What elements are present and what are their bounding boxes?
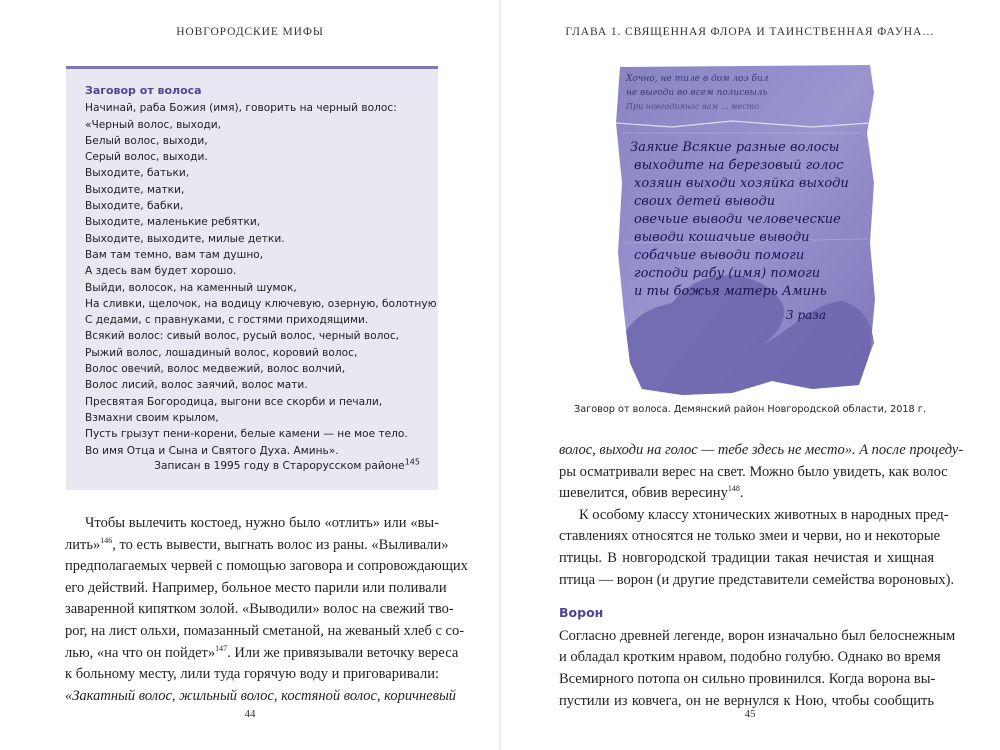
running-head-left: НОВГОРОДСКИЕ МИФЫ (176, 26, 324, 38)
text-line: и обладал кротким нравом, подобно голубю. Однако во время (559, 649, 941, 666)
text-line (559, 483, 934, 505)
text-line: его действий. Например, больное место парили или поливали (65, 579, 447, 596)
text-fragment: . (739, 485, 744, 502)
running-head-right: ГЛАВА 1. СВЯЩЕННАЯ ФЛОРА И ТАИНСТВЕННАЯ ФАУНА… (565, 26, 935, 38)
text-line: рог, на лист ольхи, помазанный сметаной, на жеваный хлеб с со- (65, 622, 465, 639)
charm-source-text: Записан в 1995 году в Старорусском районе (154, 459, 405, 472)
text-line: Чтобы вылечить костоед, нужно было «отлить» или «вы- (85, 515, 439, 531)
left-body-text (65, 513, 468, 707)
handwriting-line: собачьие выводи помоги (634, 248, 805, 263)
handwriting-line: господи рабу (имя) помоги (634, 266, 821, 281)
charm-line: Выходите, маленькие ребятки, (85, 216, 261, 229)
charm-line: Рыжий волос, лошадиный волос, коровий волос, (85, 346, 358, 359)
charm-line: Начинай, раба Божия (имя), говорить на черный волос: (85, 102, 397, 115)
handwriting-line: не выгоди во всем полисвыль (626, 88, 768, 98)
charm-title: Заговор от волоса (85, 84, 202, 97)
text-fragment: . Или же привязывали веточку вереса (227, 644, 459, 661)
text-line: птица — ворон (и другие представители семейства вороновых). (559, 571, 955, 588)
charm-line: Волос овечий, волос медвежий, волос волчий, (85, 363, 346, 376)
footnote-ref[interactable]: 146 (100, 535, 113, 545)
text-line: Согласно древней легенде, ворон изначально был белоснежным (559, 627, 956, 644)
handwriting-line: хозяин выходи хозяйка выходи (634, 176, 849, 191)
charm-line: А здесь вам будет хорошо. (85, 265, 237, 278)
text-line: предполагаемых червей с помощью заговора и сопровождающих (65, 558, 468, 575)
section-heading: Ворон (559, 605, 604, 621)
charm-line: Всякий волос: сивый волос, русый волос, черный волос, (85, 330, 400, 343)
text-line: птицы. В новгородской традиции такая нечистая и хищная (559, 549, 934, 566)
handwriting-line: Хочно, не тиле в дом лоэ бил (626, 74, 769, 84)
charm-line: С дедами, с правнуками, с гостями приходящими. (85, 314, 369, 327)
text-fragment: шевелится, обвив вересину (559, 485, 728, 502)
page-number-left: 44 (244, 708, 256, 720)
charm-line: Выходите, матки, (85, 183, 185, 196)
charm-source (154, 458, 420, 474)
handwritten-note-photo (612, 63, 878, 398)
charm-line: Пресвятая Богородица, выгони все скорби и печали, (85, 395, 383, 408)
text-line: ры осматривали верес на свет. Можно было увидеть, как волос (559, 463, 948, 480)
footnote-ref[interactable]: 148 (727, 484, 740, 494)
handwriting-line: и ты божья матерь Аминь (634, 284, 827, 299)
charm-line: На сливки, щелочок, на водицу ключевую, озерную, болотную (85, 297, 437, 310)
text-line (65, 535, 449, 557)
charm-line: Выйди, волосок, на каменный шумок, (85, 281, 297, 294)
handwriting-line: овечьие выводи человеческие (634, 212, 841, 227)
charm-line: Во имя Отца и Сына и Святого Духа. Аминь». (85, 444, 339, 457)
handwriting-line: выходите на березовый голос (634, 158, 844, 173)
footnote-ref[interactable]: 145 (404, 457, 420, 467)
charm-line: Волос лисий, волос заячий, волос мати. (85, 379, 308, 392)
text-line: «Закатный волос, жильный волос, костяной волос, коричневый (65, 687, 457, 704)
text-line: к больному месту, лили туда горячую воду и приговаривали: (65, 666, 439, 683)
photo-caption: Заговор от волоса. Демянский район Новгородской области, 2018 г. (574, 404, 926, 415)
charm-line: «Черный волос, выходи, (85, 118, 222, 131)
handwriting-line: своих детей выводи (634, 194, 776, 209)
footnote-ref[interactable]: 147 (215, 643, 228, 653)
charm-line: Серый волос, выходи. (85, 151, 208, 164)
right-body-text (559, 440, 964, 712)
handwriting-line: При новгодиянос вам ... место (626, 102, 760, 111)
charm-line: Вам там темно, вам там душно, (85, 248, 264, 261)
text-fragment: лить» (65, 536, 101, 553)
charm-line: Выходите, батьки, (85, 167, 190, 180)
charm-line: Взмахни своим крылом, (85, 411, 219, 424)
text-fragment: , то есть вывести, выгнать волос из раны. «Выливали» (112, 536, 449, 553)
text-line: заваренной кипятком золой. «Выводили» волос на свежий тво- (65, 601, 454, 618)
text-line: К особому классу хтонических животных в народных пред- (579, 506, 949, 523)
charm-line: Выходите, бабки, (85, 200, 184, 213)
handwriting-line: 3 раза (786, 308, 826, 322)
charm-line: Пусть грызут пени-корени, белые камени — не мое тело. (85, 428, 408, 441)
text-line: ставлениях относятся не только змеи и черви, но и некоторые (559, 528, 941, 545)
text-line: Всемирного потопа он сильно провинился. Когда ворона вы- (559, 670, 936, 687)
text-line: волос, выходи на голос — тебе здесь не место». А после процеду- (559, 442, 964, 458)
charm-box (66, 66, 438, 490)
charm-line: Выходите, выходите, милые детки. (85, 232, 285, 245)
text-line: пустили из ковчега, он не вернулся к Ною, чтобы сообщить (559, 692, 934, 709)
charm-line: Белый волос, выходи, (85, 134, 208, 147)
text-fragment: лью, «на что он пойдет» (65, 644, 216, 661)
page-number-right: 45 (744, 708, 756, 720)
text-line (65, 643, 459, 665)
charm-lines (85, 100, 438, 459)
handwriting-line: выводи кошачьие выводи (634, 230, 810, 245)
handwriting-line: Заякие Всякие разные волосы (630, 140, 840, 155)
right-page (500, 0, 1000, 750)
